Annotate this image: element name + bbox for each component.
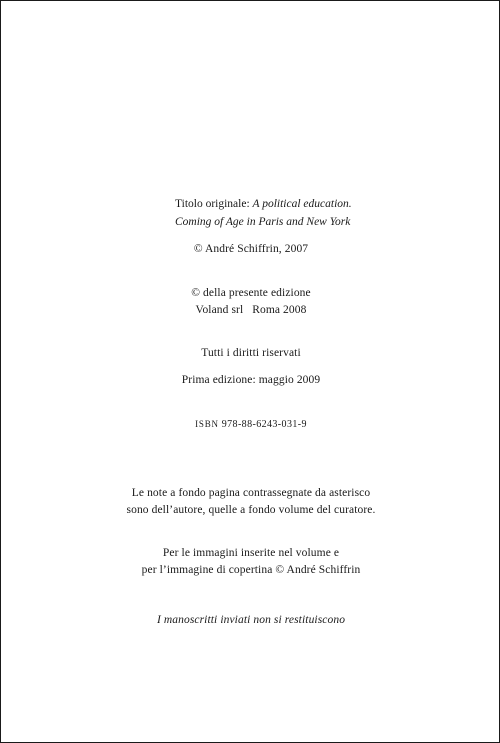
edition-copyright-line-2: Voland srl Roma 2008 — [195, 304, 307, 316]
manuscripts-notice-text: I manoscritti inviati non si restituiscono — [156, 614, 346, 626]
original-title-prefix: Titolo originale: — [175, 198, 253, 210]
original-title-line-1 — [175, 197, 352, 211]
original-title-italic: A political education. — [252, 198, 352, 210]
notes-line-2: sono dell’autore, quelle a fondo volume del curatore. — [126, 504, 376, 516]
isbn-label: ISBN — [195, 419, 219, 429]
rights-reserved: Tutti i diritti riservati — [201, 347, 301, 359]
author-copyright: © André Schiffrin, 2007 — [193, 243, 309, 255]
images-credit-line-2: per l’immagine di copertina © André Schiffrin — [141, 564, 361, 576]
first-edition: Prima edizione: maggio 2009 — [181, 374, 321, 386]
images-credit-line-1: Per le immagini inserite nel volume e — [162, 547, 340, 559]
manuscripts-notice — [1, 613, 500, 627]
notes-line-1: Le note a fondo pagina contrassegnate da asterisco — [131, 487, 371, 499]
edition-copyright-line-1: © della presente edizione — [191, 287, 311, 299]
isbn-line — [1, 417, 500, 432]
isbn-number: 978-88-6243-031-9 — [221, 419, 307, 430]
original-title-line-2 — [175, 215, 350, 229]
original-title-subtitle: Coming of Age in Paris and New York — [175, 216, 351, 228]
